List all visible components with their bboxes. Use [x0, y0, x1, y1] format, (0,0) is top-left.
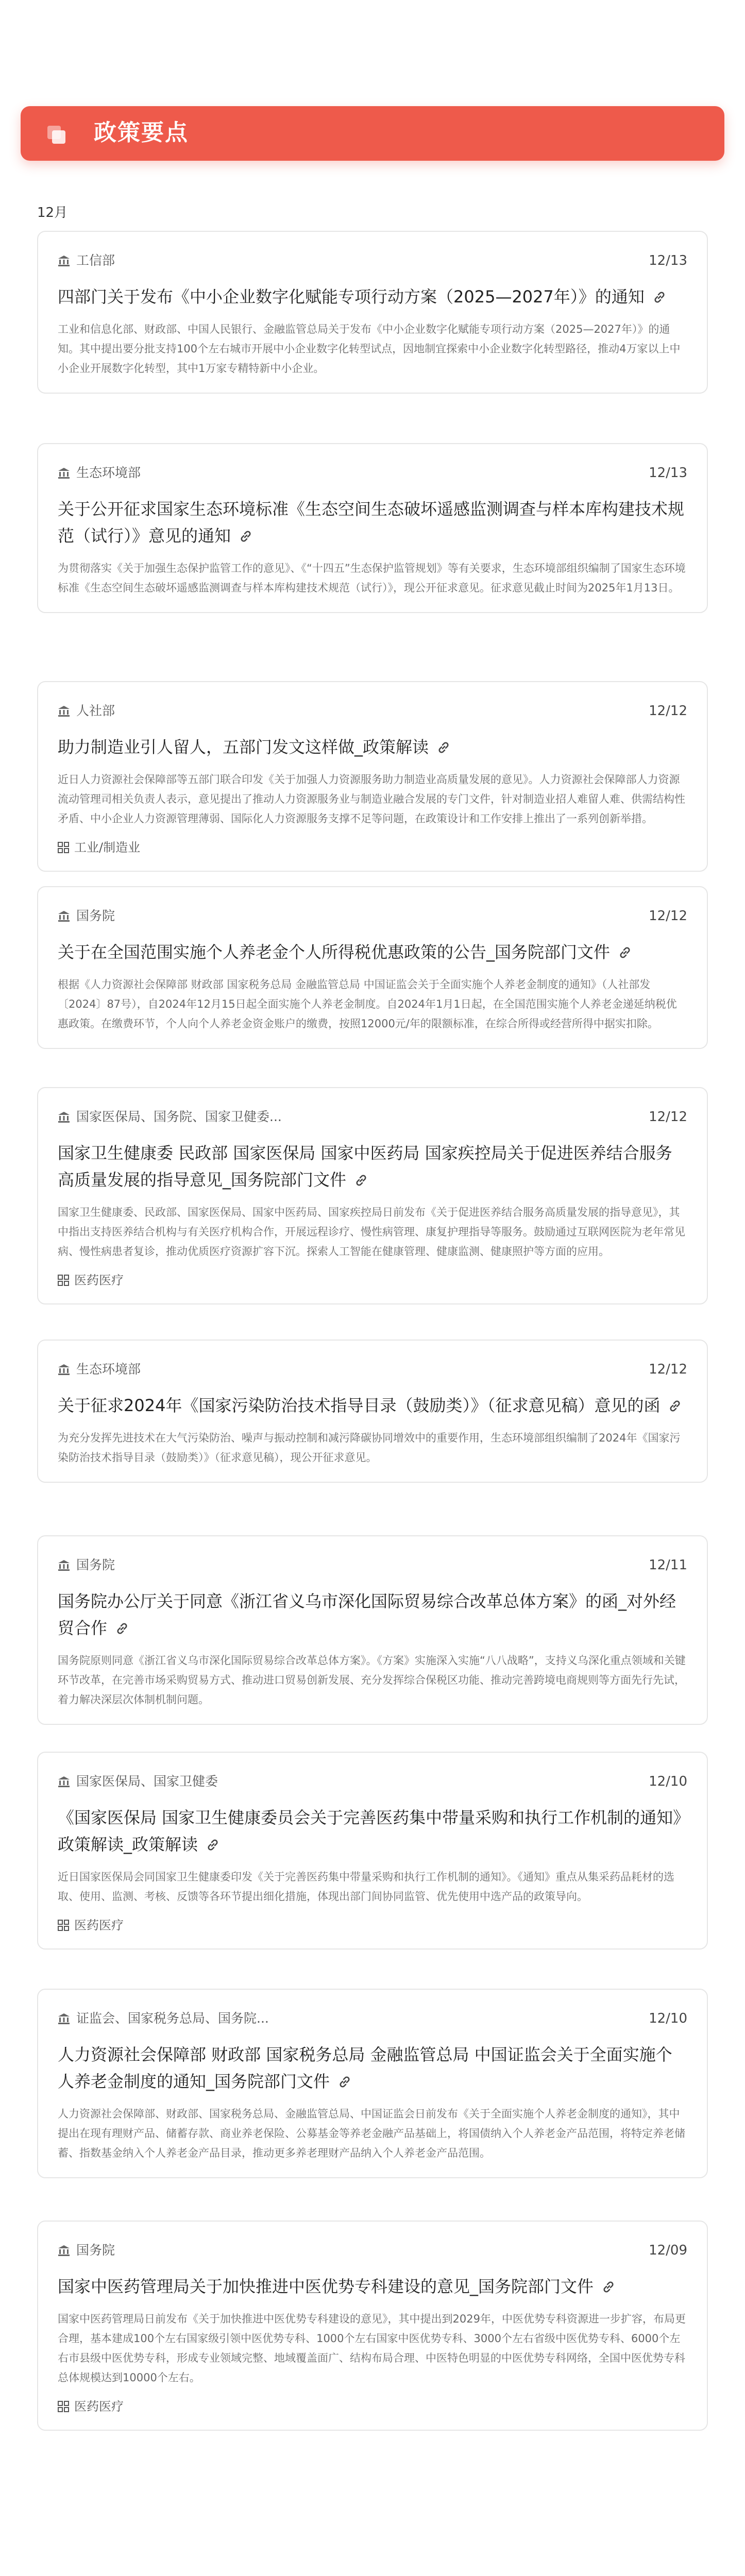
card-date: 12/10 [649, 2011, 687, 2026]
policy-card[interactable] [37, 1752, 708, 1950]
card-title-text: 国家卫生健康委 民政部 国家医保局 国家中医药局 国家疾控局关于促进医养结合服务高质量发展的指导意见_国务院部门文件 [58, 1143, 672, 1190]
card-header [58, 906, 687, 926]
government-building-icon [58, 2010, 70, 2021]
card-date: 12/13 [649, 465, 687, 481]
link-icon[interactable] [617, 941, 633, 957]
card-source: 国家医保局、国家卫健委 [76, 1774, 218, 1789]
government-building-icon [58, 1361, 70, 1372]
card-source: 国务院 [76, 908, 115, 923]
card-title-link[interactable] [58, 1588, 687, 1641]
card-title-link[interactable] [58, 2041, 687, 2095]
grid-icon [58, 1273, 69, 1284]
card-header [58, 1107, 687, 1127]
government-building-icon [58, 702, 70, 714]
card-title-link[interactable] [58, 734, 687, 760]
card-source: 生态环境部 [76, 1362, 141, 1377]
government-building-icon [58, 1556, 70, 1568]
card-header [58, 1771, 687, 1792]
card-date: 12/12 [649, 908, 687, 924]
card-source: 工信部 [76, 253, 115, 268]
card-header [58, 2240, 687, 2261]
card-date: 12/12 [649, 703, 687, 719]
card-date: 12/13 [649, 253, 687, 268]
card-header [58, 1359, 687, 1380]
policy-card[interactable] [37, 886, 708, 1049]
card-title-text: 国务院办公厅关于同意《浙江省义乌市深化国际贸易综合改革总体方案》的函_对外经贸合作 [58, 1591, 676, 1638]
card-title-text: 助力制造业引人留人，五部门发文这样做_政策解读 [58, 737, 429, 757]
card-date: 12/09 [649, 2243, 687, 2258]
card-source: 证监会、国家税务总局、国务院... [76, 2011, 269, 2026]
link-icon[interactable] [205, 1834, 221, 1849]
card-title-link[interactable] [58, 1140, 687, 1193]
government-building-icon [58, 464, 70, 476]
link-icon[interactable] [667, 1395, 683, 1410]
card-title-link[interactable] [58, 283, 687, 310]
card-title-text: 关于在全国范围实施个人养老金个人所得税优惠政策的公告_国务院部门文件 [58, 942, 611, 962]
link-icon[interactable] [652, 286, 667, 301]
link-icon[interactable] [337, 2071, 352, 2086]
card-description: 近日人力资源社会保障部等五部门联合印发《关于加强人力资源服务助力制造业高质量发展的意见》。人力资源社会保障部人力资源流动管理司相关负责人表示，意见提出了推动人力资源服务业与制造业融合发展的专门文件，针对制造业招人难留人难、供需结构性矛盾、中小企业人力资源管理薄弱、国际化人力资源服务支撑不足等问题，在政策设计和工作安排上推出了一系列创新举措。 [58, 773, 685, 825]
government-building-icon [58, 1773, 70, 1784]
card-source: 国务院 [76, 2243, 115, 2258]
card-description: 国家卫生健康委、民政部、国家医保局、国家中医药局、国家疾控局日前发布《关于促进医养结合服务高质量发展的指导意见》，其中指出支持医养结合机构与有关医疗机构合作，开展远程诊疗、慢性病管理、康复护理指导等服务。鼓励通过互联网医院为老年常见病、慢性病患者复诊，推动优质医疗资源扩容下沉。探索人工智能在健康管理、健康监测、健康照护等方面的应用。 [58, 1206, 685, 1258]
government-building-icon [58, 252, 70, 263]
card-title-link[interactable] [58, 1392, 687, 1419]
card-header [58, 2008, 687, 2029]
card-title-text: 《国家医保局 国家卫生健康委员会关于完善医药集中带量采购和执行工作机制的通知》政策解读_政策解读 [58, 1808, 682, 1854]
month-label: 12月 [37, 205, 68, 221]
grid-icon [58, 2399, 69, 2411]
card-description: 国家中医药管理局日前发布《关于加快推进中医优势专科建设的意见》，其中提出到2029年，中医优势专科资源进一步扩容，布局更合理，基本建成100个左右国家级引领中医优势专科、1000个左右国家中医优势专科、3000个左右省级中医优势专科、6000个左右市县级中医优势专科，形成专业领域完整、地域覆盖面广、结构布局合理、中医特色明显的中医优势专科网络，全国中医优势专科总体规模达到10000个左右。 [58, 2313, 686, 2384]
link-icon[interactable] [601, 2276, 616, 2291]
government-building-icon [58, 1108, 70, 1120]
card-description: 人力资源社会保障部、财政部、国家税务总局、金融监管总局、中国证监会日前发布《关于全面实施个人养老金制度的通知》，其中提出在现有理财产品、储蓄存款、商业养老保险、公募基金等养老金融产品基础上，将国债纳入个人养老金产品范围，将特定养老储蓄、指数基金纳入个人养老金产品目录，推动更多养老理财产品纳入个人养老金产品范围。 [58, 2108, 685, 2159]
policy-card[interactable] [37, 1989, 708, 2178]
card-tag-label: 医药医疗 [74, 1918, 124, 1933]
banner-logo-icon [47, 126, 65, 143]
card-date: 12/10 [649, 1774, 687, 1789]
card-title-text: 国家中医药管理局关于加快推进中医优势专科建设的意见_国务院部门文件 [58, 2277, 594, 2296]
card-description: 近日国家医保局会同国家卫生健康委印发《关于完善医药集中带量采购和执行工作机制的通知》。《通知》重点从集采药品耗材的选取、使用、监测、考核、反馈等各环节提出细化措施，体现出部门间协同监管、优先使用中选产品的政策导向。 [58, 1871, 674, 1903]
link-icon[interactable] [436, 736, 451, 752]
card-tag-label: 工业/制造业 [74, 840, 141, 855]
policy-card[interactable] [37, 443, 708, 613]
card-source: 人社部 [76, 703, 115, 718]
link-icon[interactable] [114, 1617, 130, 1633]
card-description: 为充分发挥先进技术在大气污染防治、噪声与振动控制和减污降碳协同增效中的重要作用，生态环境部组织编制了2024年《国家污染防治技术指导目录（鼓励类）》（征求意见稿），现公开征求意见。 [58, 1432, 681, 1464]
link-icon[interactable] [238, 525, 253, 540]
card-title-text: 关于公开征求国家生态环境标准《生态空间生态破坏遥感监测调查与样本库构建技术规范（试行）》意见的通知 [58, 499, 685, 546]
card-industry-tag [58, 1917, 687, 1934]
card-source: 国务院 [76, 1557, 115, 1572]
card-title-link[interactable] [58, 939, 687, 965]
card-tag-label: 医药医疗 [74, 2399, 124, 2414]
card-title-link[interactable] [58, 496, 687, 549]
card-header [58, 250, 687, 271]
card-industry-tag [58, 839, 687, 856]
section-title: 政策要点 [94, 120, 189, 146]
grid-icon [58, 1918, 69, 1929]
card-title-text: 四部门关于发布《中小企业数字化赋能专项行动方案（2025—2027年）》的通知 [58, 287, 645, 307]
card-description: 根据《人力资源社会保障部 财政部 国家税务总局 金融监管总局 中国证监会关于全面实施个人养老金制度的通知》（人社部发〔2024〕87号），自2024年12月15日起全面实施个人养老金制度。自2024年1月1日起，在全国范围实施个人养老金递延纳税优惠政策。在缴费环节，个人向个人养老金资金账户的缴费，按照12000元/年的限额标准，在综合所得或经营所得中据实扣除。 [58, 978, 677, 1030]
policy-card[interactable] [37, 1535, 708, 1725]
card-industry-tag [58, 1272, 687, 1289]
grid-icon [58, 840, 69, 852]
card-date: 12/11 [649, 1557, 687, 1573]
card-source: 国家医保局、国务院、国家卫健委... [76, 1109, 282, 1124]
government-building-icon [58, 2242, 70, 2253]
policy-card[interactable] [37, 231, 708, 394]
policy-card[interactable] [37, 681, 708, 872]
card-title-link[interactable] [58, 1804, 687, 1858]
card-header [58, 1555, 687, 1575]
card-industry-tag [58, 2398, 687, 2415]
card-source: 生态环境部 [76, 465, 141, 480]
card-header [58, 701, 687, 721]
card-description: 工业和信息化部、财政部、中国人民银行、金融监管总局关于发布《中小企业数字化赋能专项行动方案（2025—2027年）》的通知。其中提出要分批支持100个左右城市开展中小企业数字化转型试点，因地制宜探索中小企业数字化转型路径，推动4万家以上中小企业开展数字化转型，其中1万家专精特新中小企业。 [58, 323, 681, 375]
card-title-text: 人力资源社会保障部 财政部 国家税务总局 金融监管总局 中国证监会关于全面实施个人养老金制度的通知_国务院部门文件 [58, 2045, 672, 2091]
card-date: 12/12 [649, 1362, 687, 1377]
card-description: 为贯彻落实《关于加强生态保护监管工作的意见》、《“十四五”生态保护监管规划》等有关要求，生态环境部组织编制了国家生态环境标准《生态空间生态破坏遥感监测调查与样本库构建技术规范（试行）》，现公开征求意见。征求意见截止时间为2025年1月13日。 [58, 562, 686, 594]
policy-card[interactable] [37, 2221, 708, 2431]
policy-card[interactable] [37, 1087, 708, 1304]
card-title-link[interactable] [58, 2273, 687, 2300]
card-tag-label: 医药医疗 [74, 1273, 124, 1287]
card-title-text: 关于征求2024年《国家污染防治技术指导目录（鼓励类）》（征求意见稿）意见的函 [58, 1396, 661, 1415]
policy-card[interactable] [37, 1340, 708, 1483]
card-date: 12/12 [649, 1109, 687, 1125]
government-building-icon [58, 907, 70, 919]
link-icon[interactable] [353, 1169, 369, 1184]
card-header [58, 463, 687, 483]
card-description: 国务院原则同意《浙江省义乌市深化国际贸易综合改革总体方案》。《方案》实施深入实施“八八战略”，支持义乌深化重点领域和关键环节改革，在完善市场采购贸易方式、推动进口贸易创新发展、充分发挥综合保税区功能、推动完善跨境电商规则等方面先行先试，着力解决深层次体制机制问题。 [58, 1654, 686, 1706]
